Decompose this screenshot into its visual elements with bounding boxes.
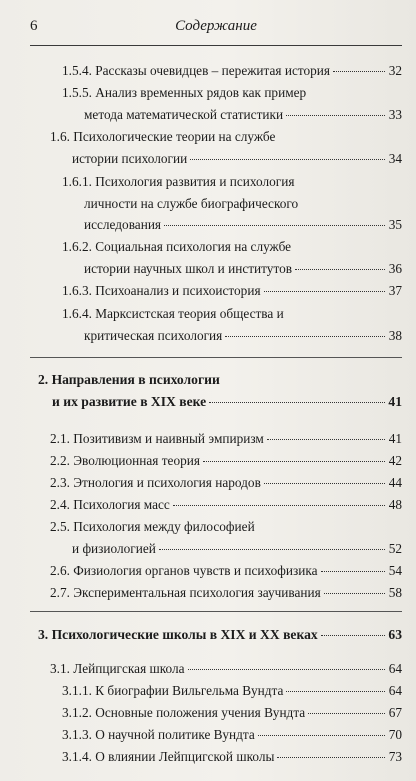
toc-entry-2-3[interactable] <box>50 475 402 492</box>
dot-leader <box>258 735 385 736</box>
toc-entry-page: 42 <box>388 453 402 468</box>
section-divider <box>30 357 402 358</box>
toc-entry-3-1-1[interactable] <box>62 683 402 700</box>
page-header <box>30 18 402 44</box>
toc-entry-title: 3.1.4. О влиянии Лейпцигской школы <box>62 749 275 764</box>
toc-entry-title: 1.6.1. Психология развития и психология <box>62 174 295 189</box>
dot-leader <box>277 757 385 758</box>
toc-chapter-page: 41 <box>388 393 402 409</box>
dot-leader <box>333 71 385 72</box>
toc-entry-title: 3.1.1. К биографии Вильгельма Вундта <box>62 683 284 698</box>
toc-entry-3-1-3[interactable] <box>62 727 402 744</box>
toc-entry-title: 1.5.4. Рассказы очевидцев – пережитая история <box>62 63 331 78</box>
dot-leader <box>203 461 385 462</box>
toc-entry-page: 32 <box>388 63 402 78</box>
toc-entry-title: 2.7. Экспериментальная психология заучивания <box>50 585 321 600</box>
toc-entry-page: 48 <box>388 497 402 512</box>
toc-chapter-page: 63 <box>388 627 402 642</box>
toc-entry-page: 73 <box>388 749 402 764</box>
toc-entry-page: 67 <box>388 705 402 720</box>
toc-entry-3-1[interactable] <box>50 661 402 678</box>
toc-entry-page: 37 <box>388 283 402 298</box>
toc-entry-2-1[interactable] <box>50 431 402 448</box>
toc-chapter-3[interactable] <box>38 627 402 644</box>
toc-entry-page: 38 <box>388 327 402 343</box>
toc-entry-title: 2.5. Психология между философией <box>50 519 255 534</box>
toc-entry-title-cont: личности на службе биографического <box>84 195 299 211</box>
dot-leader <box>173 505 385 506</box>
dot-leader <box>190 159 385 160</box>
toc-entry-2-5[interactable] <box>50 519 402 557</box>
toc-entry-page: 64 <box>388 661 402 676</box>
toc-entry-1-6-1[interactable] <box>62 174 402 234</box>
toc-entry-title-cont: исследования <box>84 217 162 232</box>
toc-entry-title: 2.2. Эволюционная теория <box>50 453 200 468</box>
toc-entry-title: 1.6.2. Социальная психология на службе <box>62 239 292 254</box>
dot-leader <box>321 635 385 636</box>
toc-entry-title: 3.1.3. О научной политике Вундта <box>62 727 255 742</box>
dot-leader <box>308 713 385 714</box>
toc-entry-2-4[interactable] <box>50 497 402 514</box>
header-rule <box>30 45 402 46</box>
toc-entry-title-cont: метода математической статистики <box>84 106 284 122</box>
toc-entry-1-5-5[interactable] <box>62 85 402 123</box>
dot-leader <box>264 291 385 292</box>
toc-entry-1-6[interactable] <box>50 129 402 167</box>
toc-entry-title: 2.1. Позитивизм и наивный эмпиризм <box>50 431 264 446</box>
toc-entry-page: 35 <box>388 217 402 232</box>
toc-entry-1-6-2[interactable] <box>62 239 402 277</box>
toc-entry-title-cont: истории психологии <box>72 150 188 166</box>
toc-entry-page: 54 <box>388 563 402 578</box>
running-title: Содержание <box>175 18 257 34</box>
toc-entry-title: 3.1. Лейпцигская школа <box>50 661 185 676</box>
toc-entry-page: 52 <box>388 540 402 556</box>
toc-entry-page: 41 <box>388 431 402 446</box>
toc-entry-title-cont: истории научных школ и институтов <box>84 260 293 276</box>
toc-entry-page: 33 <box>388 106 402 122</box>
toc-chapter-title: 3. Психологические школы в XIX и XX веках <box>38 627 318 642</box>
dot-leader <box>267 439 385 440</box>
toc-entry-title: 2.4. Психология масс <box>50 497 170 512</box>
dot-leader <box>209 402 385 403</box>
toc-entry-title: 1.5.5. Анализ временных рядов как пример <box>62 85 307 100</box>
toc-chapter-2[interactable] <box>38 372 402 410</box>
toc-entry-title: 1.6.4. Марксистская теория общества и <box>62 306 284 321</box>
dot-leader <box>164 225 385 226</box>
dot-leader <box>321 571 385 572</box>
toc-entry-2-7[interactable] <box>50 585 402 602</box>
toc-entry-1-6-3[interactable] <box>62 283 402 300</box>
toc-entry-page: 70 <box>388 727 402 742</box>
toc-entry-title: 2.3. Этнология и психология народов <box>50 475 261 490</box>
toc-entry-title: 1.6.3. Психоанализ и психоистория <box>62 283 261 298</box>
toc-entry-2-2[interactable] <box>50 453 402 470</box>
dot-leader <box>324 593 385 594</box>
toc-entry-1-5-4[interactable] <box>62 63 402 80</box>
toc-entry-page: 36 <box>388 260 402 276</box>
dot-leader <box>225 336 385 337</box>
toc-entry-page: 44 <box>388 475 402 490</box>
toc-entry-page: 58 <box>388 585 402 600</box>
toc-entry-page: 64 <box>388 683 402 698</box>
toc-entry-title: 2.6. Физиология органов чувств и психофизика <box>50 563 318 578</box>
toc-entry-title: 1.6. Психологические теории на службе <box>50 129 276 144</box>
section-divider <box>30 611 402 612</box>
dot-leader <box>159 549 385 550</box>
toc-entry-3-1-2[interactable] <box>62 705 402 722</box>
toc-entry-3-1-4[interactable] <box>62 749 402 766</box>
toc-entry-title-cont: критическая психология <box>84 327 223 343</box>
dot-leader <box>295 269 385 270</box>
dot-leader <box>286 691 385 692</box>
toc-entry-title: 3.1.2. Основные положения учения Вундта <box>62 705 306 720</box>
toc-chapter-title: 2. Направления в психологии <box>38 372 220 387</box>
toc-entry-title-cont: и физиологией <box>72 540 156 556</box>
toc-entry-page: 34 <box>388 150 402 166</box>
toc-chapter-title-cont: и их развитие в XIX веке <box>52 393 207 409</box>
toc-entry-1-6-4[interactable] <box>62 306 402 344</box>
dot-leader <box>188 669 385 670</box>
page-number: 6 <box>30 18 38 34</box>
dot-leader <box>286 115 385 116</box>
dot-leader <box>264 483 385 484</box>
toc-entry-2-6[interactable] <box>50 563 402 580</box>
